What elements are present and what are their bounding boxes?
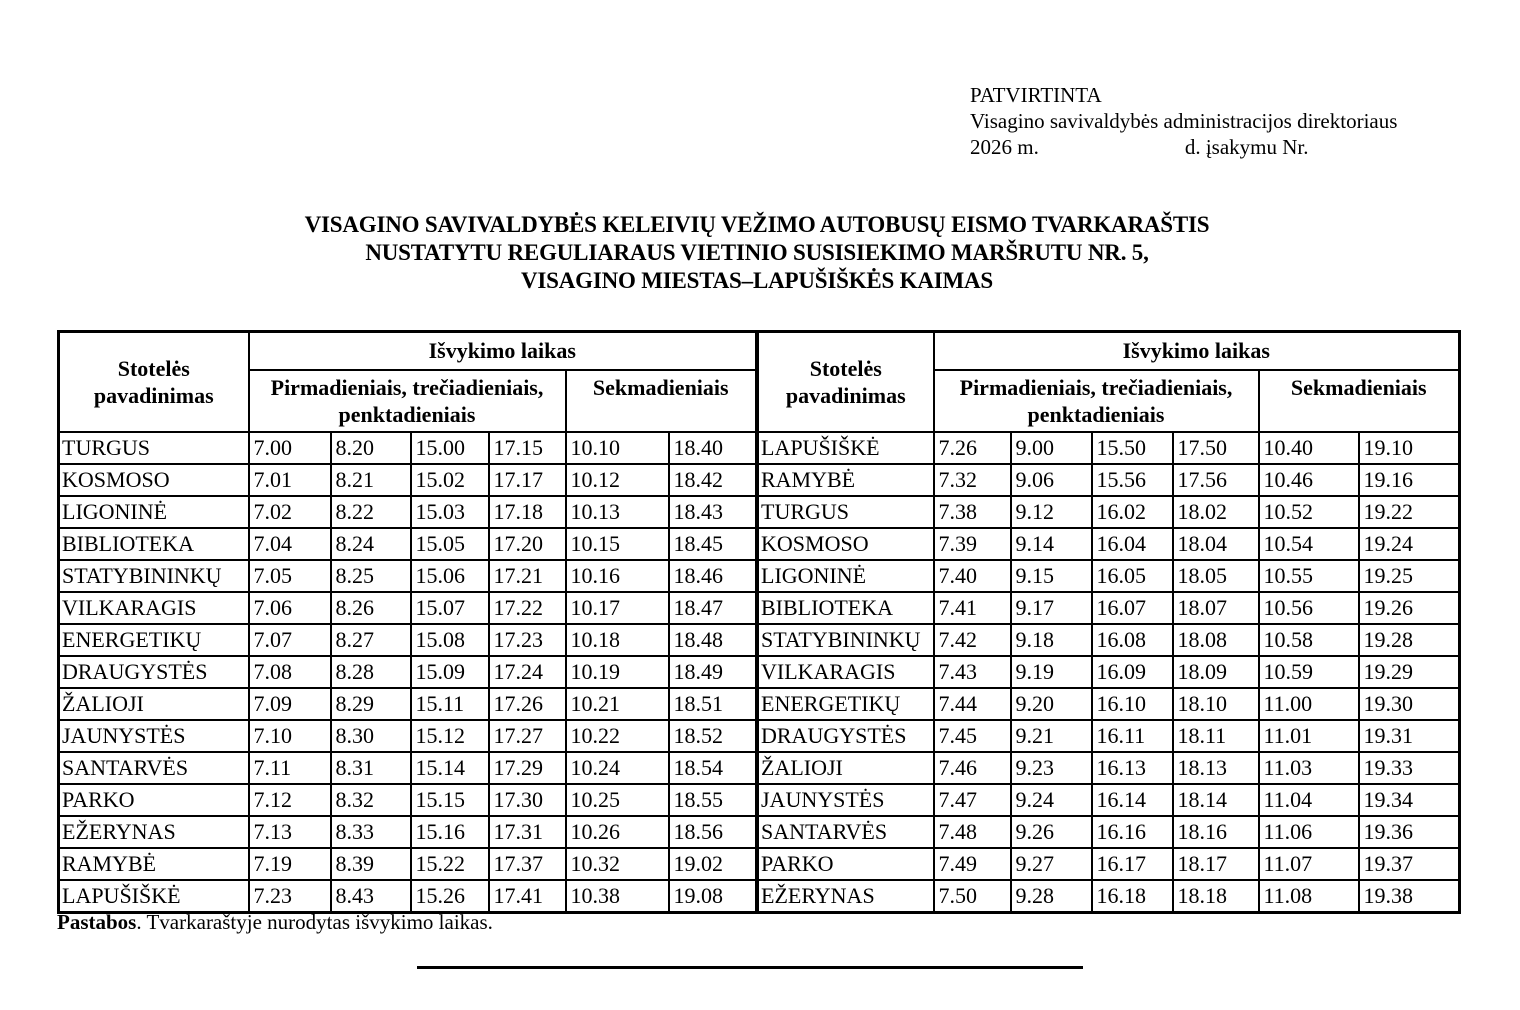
departure-time-cell: 16.18 (1092, 880, 1173, 912)
weekdays-header: Pirmadieniais, trečiadieniais, penktadieniais (249, 370, 566, 432)
departure-time-cell: 7.23 (249, 880, 331, 912)
departure-time-cell: 19.10 (1359, 432, 1460, 464)
departure-time-cell: 7.41 (934, 592, 1011, 624)
departure-time-cell: 18.05 (1173, 560, 1259, 592)
departure-time-cell: 7.48 (934, 816, 1011, 848)
departure-time-cell: 19.26 (1359, 592, 1460, 624)
departure-time-cell: 18.51 (669, 688, 757, 720)
departure-time-cell: 10.22 (566, 720, 669, 752)
stop-name-cell: EŽERYNAS (758, 880, 934, 912)
departure-time-cell: 18.18 (1173, 880, 1259, 912)
stop-name-cell: LIGONINĖ (59, 496, 249, 528)
table-row (758, 720, 1460, 752)
departure-time-cell: 7.01 (249, 464, 331, 496)
departure-time-cell: 18.07 (1173, 592, 1259, 624)
stop-name-cell: ŽALIOJI (59, 688, 249, 720)
departure-time-cell: 11.01 (1259, 720, 1359, 752)
departure-time-cell: 18.04 (1173, 528, 1259, 560)
departure-time-cell: 7.38 (934, 496, 1011, 528)
departure-time-cell: 10.17 (566, 592, 669, 624)
departure-time-cell: 16.05 (1092, 560, 1173, 592)
departure-time-cell: 17.18 (489, 496, 566, 528)
departure-time-cell: 15.03 (411, 496, 489, 528)
departure-time-cell: 7.40 (934, 560, 1011, 592)
departure-time-cell: 18.49 (669, 656, 757, 688)
sundays-header: Sekmadieniais (1259, 370, 1460, 432)
departure-time-cell: 18.17 (1173, 848, 1259, 880)
departure-time-cell: 18.55 (669, 784, 757, 816)
departure-time-cell: 9.26 (1011, 816, 1092, 848)
departure-time-cell: 17.23 (489, 624, 566, 656)
departure-time-cell: 15.56 (1092, 464, 1173, 496)
departure-time-cell: 18.47 (669, 592, 757, 624)
departure-time-cell: 8.21 (331, 464, 411, 496)
title-line-1: VISAGINO SAVIVALDYBĖS KELEIVIŲ VEŽIMO AUTOBUSŲ EISMO TVARKARAŠTIS (304, 212, 1210, 237)
departure-time-cell: 10.26 (566, 816, 669, 848)
table-row (59, 688, 757, 720)
departure-time-cell: 17.21 (489, 560, 566, 592)
departure-time-cell: 19.16 (1359, 464, 1460, 496)
departure-time-header: Išvykimo laikas (934, 332, 1460, 371)
departure-time-cell: 9.20 (1011, 688, 1092, 720)
stop-name-cell: STATYBININKŲ (758, 624, 934, 656)
departure-time-cell: 9.23 (1011, 752, 1092, 784)
table-row (59, 528, 757, 560)
departure-time-cell: 9.21 (1011, 720, 1092, 752)
departure-time-cell: 7.00 (249, 432, 331, 464)
departure-time-cell: 18.48 (669, 624, 757, 656)
departure-time-cell: 8.43 (331, 880, 411, 912)
departure-time-cell: 7.43 (934, 656, 1011, 688)
departure-time-cell: 18.08 (1173, 624, 1259, 656)
departure-time-cell: 11.07 (1259, 848, 1359, 880)
table-row (758, 496, 1460, 528)
departure-time-cell: 15.14 (411, 752, 489, 784)
table-row (758, 880, 1460, 912)
departure-time-cell: 15.07 (411, 592, 489, 624)
departure-time-cell: 7.45 (934, 720, 1011, 752)
departure-time-cell: 11.00 (1259, 688, 1359, 720)
stop-name-cell: EŽERYNAS (59, 816, 249, 848)
title-line-2: NUSTATYTU REGULIARAUS VIETINIO SUSISIEKIMO MARŠRUTU NR. 5, (365, 240, 1149, 265)
departure-time-cell: 19.29 (1359, 656, 1460, 688)
departure-time-cell: 16.14 (1092, 784, 1173, 816)
departure-time-cell: 7.44 (934, 688, 1011, 720)
table-row (59, 560, 757, 592)
departure-time-cell: 10.18 (566, 624, 669, 656)
departure-time-cell: 15.12 (411, 720, 489, 752)
departure-time-cell: 8.24 (331, 528, 411, 560)
departure-time-cell: 17.31 (489, 816, 566, 848)
notes-text: . Tvarkaraštyje nurodytas išvykimo laikas. (136, 910, 493, 934)
departure-time-cell: 15.50 (1092, 432, 1173, 464)
departure-time-cell: 7.06 (249, 592, 331, 624)
table-row (758, 816, 1460, 848)
departure-time-cell: 19.33 (1359, 752, 1460, 784)
stop-name-cell: TURGUS (758, 496, 934, 528)
table-row (59, 880, 757, 912)
departure-time-cell: 7.09 (249, 688, 331, 720)
departure-time-cell: 7.07 (249, 624, 331, 656)
departure-time-cell: 7.02 (249, 496, 331, 528)
stop-name-cell: SANTARVĖS (59, 752, 249, 784)
departure-time-cell: 10.24 (566, 752, 669, 784)
departure-time-cell: 15.06 (411, 560, 489, 592)
departure-time-cell: 18.16 (1173, 816, 1259, 848)
approval-order-text: d. įsakymu Nr. (1184, 135, 1309, 159)
departure-time-cell: 16.13 (1092, 752, 1173, 784)
departure-time-cell: 8.31 (331, 752, 411, 784)
departure-time-cell: 17.37 (489, 848, 566, 880)
departure-time-cell: 19.28 (1359, 624, 1460, 656)
departure-time-cell: 8.28 (331, 656, 411, 688)
table-row (59, 848, 757, 880)
stop-name-cell: PARKO (59, 784, 249, 816)
stop-name-cell: DRAUGYSTĖS (758, 720, 934, 752)
departure-time-cell: 16.09 (1092, 656, 1173, 688)
schedule-table-return (756, 330, 1461, 914)
departure-time-cell: 15.11 (411, 688, 489, 720)
table-row (758, 592, 1460, 624)
departure-time-cell: 17.26 (489, 688, 566, 720)
table-row (59, 464, 757, 496)
document-title (57, 211, 1457, 295)
departure-time-cell: 19.08 (669, 880, 757, 912)
stop-name-cell: VILKARAGIS (59, 592, 249, 624)
stop-name-header: Stotelės pavadinimas (758, 332, 934, 433)
departure-time-cell: 15.22 (411, 848, 489, 880)
departure-time-cell: 17.30 (489, 784, 566, 816)
departure-time-cell: 8.26 (331, 592, 411, 624)
departure-time-cell: 10.38 (566, 880, 669, 912)
table-row (758, 752, 1460, 784)
departure-time-cell: 10.40 (1259, 432, 1359, 464)
departure-time-cell: 18.52 (669, 720, 757, 752)
departure-time-cell: 11.03 (1259, 752, 1359, 784)
departure-time-cell: 9.27 (1011, 848, 1092, 880)
title-line-3: VISAGINO MIESTAS–LAPUŠIŠKĖS KAIMAS (520, 268, 994, 293)
stop-name-cell: LAPUŠIŠKĖ (758, 432, 934, 464)
departure-time-cell: 17.24 (489, 656, 566, 688)
approval-line-3 (970, 134, 1397, 160)
stop-name-header: Stotelės pavadinimas (59, 332, 249, 433)
table-row (59, 432, 757, 464)
departure-time-cell: 8.29 (331, 688, 411, 720)
departure-time-cell: 7.05 (249, 560, 331, 592)
sundays-header: Sekmadieniais (566, 370, 757, 432)
stop-name-cell: BIBLIOTEKA (758, 592, 934, 624)
approval-year: 2026 m. (970, 135, 1039, 159)
departure-time-cell: 19.22 (1359, 496, 1460, 528)
departure-time-cell: 7.04 (249, 528, 331, 560)
departure-time-cell: 15.00 (411, 432, 489, 464)
stop-name-cell: BIBLIOTEKA (59, 528, 249, 560)
departure-time-cell: 10.56 (1259, 592, 1359, 624)
stop-name-cell: RAMYBĖ (59, 848, 249, 880)
departure-time-cell: 9.12 (1011, 496, 1092, 528)
departure-time-cell: 10.46 (1259, 464, 1359, 496)
departure-time-cell: 19.25 (1359, 560, 1460, 592)
departure-time-cell: 7.49 (934, 848, 1011, 880)
departure-time-cell: 18.40 (669, 432, 757, 464)
approval-line-1: PATVIRTINTA (970, 83, 1102, 107)
notes (57, 910, 493, 935)
departure-time-cell: 16.02 (1092, 496, 1173, 528)
departure-time-cell: 10.16 (566, 560, 669, 592)
stop-name-cell: ENERGETIKŲ (758, 688, 934, 720)
table-row (758, 688, 1460, 720)
weekdays-header: Pirmadieniais, trečiadieniais, penktadieniais (934, 370, 1259, 432)
departure-time-cell: 19.30 (1359, 688, 1460, 720)
departure-time-cell: 10.21 (566, 688, 669, 720)
departure-time-cell: 16.16 (1092, 816, 1173, 848)
table-row (758, 432, 1460, 464)
departure-time-cell: 9.28 (1011, 880, 1092, 912)
departure-time-cell: 18.45 (669, 528, 757, 560)
departure-time-cell: 10.25 (566, 784, 669, 816)
stop-name-cell: RAMYBĖ (758, 464, 934, 496)
departure-time-header: Išvykimo laikas (249, 332, 757, 371)
approval-line-2: Visagino savivaldybės administracijos direktoriaus (970, 109, 1398, 133)
departure-time-cell: 7.42 (934, 624, 1011, 656)
departure-time-cell: 18.13 (1173, 752, 1259, 784)
signature-line (417, 966, 1083, 969)
departure-time-cell: 9.19 (1011, 656, 1092, 688)
departure-time-cell: 8.33 (331, 816, 411, 848)
departure-time-cell: 16.08 (1092, 624, 1173, 656)
departure-time-cell: 16.11 (1092, 720, 1173, 752)
table-row (59, 784, 757, 816)
table-row (59, 624, 757, 656)
departure-time-cell: 11.08 (1259, 880, 1359, 912)
stop-name-cell: VILKARAGIS (758, 656, 934, 688)
departure-time-cell: 8.22 (331, 496, 411, 528)
departure-time-cell: 7.50 (934, 880, 1011, 912)
departure-time-cell: 7.08 (249, 656, 331, 688)
departure-time-cell: 9.17 (1011, 592, 1092, 624)
departure-time-cell: 10.19 (566, 656, 669, 688)
notes-label: Pastabos (57, 910, 137, 934)
departure-time-cell: 17.15 (489, 432, 566, 464)
departure-time-cell: 11.06 (1259, 816, 1359, 848)
departure-time-cell: 8.32 (331, 784, 411, 816)
table-row (758, 624, 1460, 656)
table-row (59, 752, 757, 784)
departure-time-cell: 19.02 (669, 848, 757, 880)
outbound-rows (59, 432, 757, 912)
departure-time-cell: 15.16 (411, 816, 489, 848)
table-row (758, 848, 1460, 880)
departure-time-cell: 10.15 (566, 528, 669, 560)
table-row (758, 464, 1460, 496)
departure-time-cell: 17.22 (489, 592, 566, 624)
stop-name-cell: LIGONINĖ (758, 560, 934, 592)
departure-time-cell: 17.41 (489, 880, 566, 912)
stop-name-cell: SANTARVĖS (758, 816, 934, 848)
departure-time-cell: 10.54 (1259, 528, 1359, 560)
departure-time-cell: 17.56 (1173, 464, 1259, 496)
departure-time-cell: 7.13 (249, 816, 331, 848)
departure-time-cell: 15.05 (411, 528, 489, 560)
departure-time-cell: 15.26 (411, 880, 489, 912)
departure-time-cell: 18.10 (1173, 688, 1259, 720)
stop-name-cell: LAPUŠIŠKĖ (59, 880, 249, 912)
departure-time-cell: 15.08 (411, 624, 489, 656)
departure-time-cell: 16.10 (1092, 688, 1173, 720)
departure-time-cell: 18.54 (669, 752, 757, 784)
departure-time-cell: 18.56 (669, 816, 757, 848)
stop-name-cell: DRAUGYSTĖS (59, 656, 249, 688)
departure-time-cell: 7.19 (249, 848, 331, 880)
departure-time-cell: 19.31 (1359, 720, 1460, 752)
departure-time-cell: 8.20 (331, 432, 411, 464)
departure-time-cell: 7.46 (934, 752, 1011, 784)
departure-time-cell: 15.09 (411, 656, 489, 688)
departure-time-cell: 18.11 (1173, 720, 1259, 752)
departure-time-cell: 18.09 (1173, 656, 1259, 688)
stop-name-cell: TURGUS (59, 432, 249, 464)
timetable-container (57, 330, 1461, 914)
departure-time-cell: 19.36 (1359, 816, 1460, 848)
departure-time-cell: 10.55 (1259, 560, 1359, 592)
departure-time-cell: 10.10 (566, 432, 669, 464)
departure-time-cell: 17.50 (1173, 432, 1259, 464)
departure-time-cell: 7.10 (249, 720, 331, 752)
departure-time-cell: 7.39 (934, 528, 1011, 560)
stop-name-cell: KOSMOSO (758, 528, 934, 560)
departure-time-cell: 15.02 (411, 464, 489, 496)
stop-name-cell: JAUNYSTĖS (59, 720, 249, 752)
stop-name-cell: STATYBININKŲ (59, 560, 249, 592)
table-row (758, 560, 1460, 592)
departure-time-cell: 19.37 (1359, 848, 1460, 880)
departure-time-cell: 8.27 (331, 624, 411, 656)
departure-time-cell: 17.29 (489, 752, 566, 784)
departure-time-cell: 17.20 (489, 528, 566, 560)
departure-time-cell: 19.34 (1359, 784, 1460, 816)
departure-time-cell: 16.07 (1092, 592, 1173, 624)
departure-time-cell: 7.26 (934, 432, 1011, 464)
table-row (758, 528, 1460, 560)
departure-time-cell: 18.14 (1173, 784, 1259, 816)
table-row (59, 816, 757, 848)
departure-time-cell: 10.13 (566, 496, 669, 528)
departure-time-cell: 17.27 (489, 720, 566, 752)
stop-name-cell: ŽALIOJI (758, 752, 934, 784)
departure-time-cell: 9.00 (1011, 432, 1092, 464)
departure-time-cell: 10.52 (1259, 496, 1359, 528)
departure-time-cell: 9.24 (1011, 784, 1092, 816)
departure-time-cell: 8.39 (331, 848, 411, 880)
table-row (758, 656, 1460, 688)
departure-time-cell: 18.42 (669, 464, 757, 496)
stop-name-cell: JAUNYSTĖS (758, 784, 934, 816)
departure-time-cell: 17.17 (489, 464, 566, 496)
departure-time-cell: 11.04 (1259, 784, 1359, 816)
departure-time-cell: 7.11 (249, 752, 331, 784)
departure-time-cell: 7.12 (249, 784, 331, 816)
return-rows (758, 432, 1460, 912)
schedule-table-outbound (57, 330, 758, 914)
departure-time-cell: 18.43 (669, 496, 757, 528)
departure-time-cell: 19.38 (1359, 880, 1460, 912)
departure-time-cell: 10.58 (1259, 624, 1359, 656)
table-row (59, 720, 757, 752)
departure-time-cell: 7.32 (934, 464, 1011, 496)
departure-time-cell: 18.02 (1173, 496, 1259, 528)
departure-time-cell: 9.18 (1011, 624, 1092, 656)
table-row (59, 592, 757, 624)
departure-time-cell: 18.46 (669, 560, 757, 592)
table-row (59, 496, 757, 528)
stop-name-cell: PARKO (758, 848, 934, 880)
table-row (758, 784, 1460, 816)
departure-time-cell: 10.12 (566, 464, 669, 496)
departure-time-cell: 16.04 (1092, 528, 1173, 560)
departure-time-cell: 8.30 (331, 720, 411, 752)
departure-time-cell: 19.24 (1359, 528, 1460, 560)
departure-time-cell: 15.15 (411, 784, 489, 816)
departure-time-cell: 8.25 (331, 560, 411, 592)
departure-time-cell: 10.59 (1259, 656, 1359, 688)
departure-time-cell: 16.17 (1092, 848, 1173, 880)
departure-time-cell: 9.14 (1011, 528, 1092, 560)
departure-time-cell: 9.06 (1011, 464, 1092, 496)
table-row (59, 656, 757, 688)
stop-name-cell: ENERGETIKŲ (59, 624, 249, 656)
stop-name-cell: KOSMOSO (59, 464, 249, 496)
approval-block (970, 82, 1397, 160)
departure-time-cell: 10.32 (566, 848, 669, 880)
departure-time-cell: 9.15 (1011, 560, 1092, 592)
departure-time-cell: 7.47 (934, 784, 1011, 816)
